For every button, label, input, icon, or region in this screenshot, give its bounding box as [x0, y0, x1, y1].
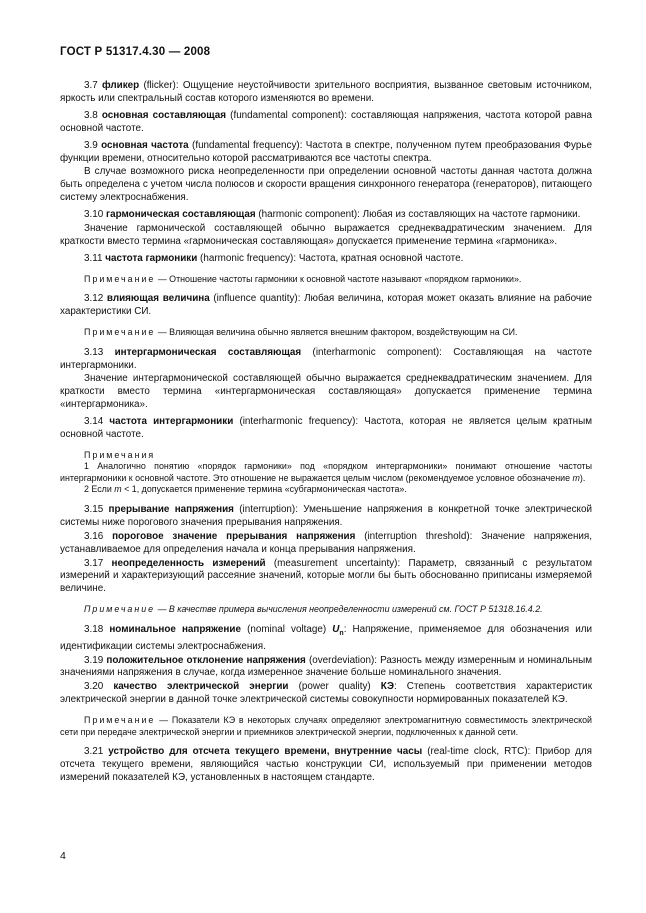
term-3-16: 3.16 пороговое значение прерывания напряжения (interruption threshold): Значение напряжения, устанавливаемое для определения начала и конца прерывания напряжения. — [60, 530, 592, 555]
term-3-10-paragraph: Значение гармонической составляющей обычно выражается среднеквадратическим значением. Для краткости вместо термина «гармоническая составляющая» допускается применение термина «гармоника». — [60, 223, 592, 247]
term-3-20: 3.20 качество электрической энергии (power quality) КЭ: Степень соответствия характеристик электрической энергии в данной точке электрической системы совокупности нормированных показателей КЭ. — [60, 681, 593, 706]
term-3-9: 3.9 основная частота (fundamental frequency): Частота в спектре, полученном путем преобразования Фурье функции времени, относительно которой рассматриваются все частоты спектра. — [60, 139, 592, 164]
notes-heading: Примечания — [84, 449, 156, 460]
term-3-19: 3.19 положительное отклонение напряжения (overdeviation): Разность между измеренным и номинальным значениями напряжения в случае, когда измеренное значение больше номинального значения. — [60, 654, 593, 679]
note-2: 2 Если m < 1, допускается применение термина «субгармоническая частота». — [84, 484, 407, 495]
term-3-7: 3.7 фликер (flicker): Ощущение неустойчивости зрительного восприятия, вызванное световым источником, яркость или спектральный состав которого изменяются во времени. — [60, 80, 592, 104]
term-3-15: 3.15 прерывание напряжения (interruption): Уменьшение напряжения в конкретной точке электрической системы ниже порогового значения прерывания напряжения. — [60, 503, 592, 528]
document-header: ГОСТ Р 51317.4.30 — 2008 — [60, 46, 211, 58]
term-3-10: 3.10 гармоническая составляющая (harmonic component): Любая из составляющих на частоте гармоники. — [84, 209, 581, 221]
term-3-17: 3.17 неопределенность измерений (measurement uncertainty): Параметр, связанный с результатом измерений и характеризующий рассеяние значений, которые могли бы быть обоснованно приписаны измеряемой величине. — [60, 557, 592, 595]
page-number: 4 — [60, 850, 66, 862]
term-3-14: 3.14 частота интергармоники (interharmonic frequency): Частота, которая не является целым кратным основной частоте. — [60, 416, 592, 441]
term-3-13-paragraph: Значение интергармонической составляющей обычно выражается среднеквадратическим значением. Для краткости вместо термина «интергармоническая составляющая» допускается применение термина «интергармоника». — [60, 373, 592, 411]
term-3-11: 3.11 частота гармоники (harmonic frequency): Частота, кратная основной частоте. — [84, 252, 464, 264]
term-3-18: 3.18 номинальное напряжение (nominal voltage) $U_n$: Напряжение, применяемое для обозначения или идентификации системы электроснабжения. — [60, 623, 593, 652]
note-1: 1 Аналогично понятию «порядок гармоники» под «порядком интергармоники» понимают отношение частоты интергармоники к основной частоте. Это отношение не выражается целым числом (рекомендуемое условное обозначение m). — [60, 461, 592, 483]
term-3-17-note: Примечание — В качестве примера вычисления неопределенности измерений см. ГОСТ Р 51318.16.4.2. — [84, 604, 543, 615]
term-3-21: 3.21 устройство для отсчета текущего времени, внутренние часы (real-time clock, RTC): Прибор для отсчета текущего времени, являющийся частью конструкции СИ, используемый при применении методов измерений показателей КЭ, установленных в настоящем стандарте. — [60, 746, 592, 783]
term-3-12: 3.12 влияющая величина (influence quantity): Любая величина, которая может оказать влияние на рабочие характеристики СИ. — [60, 293, 592, 318]
term-3-11-note: Примечание — Отношение частоты гармоники к основной частоте называют «порядком гармоники». — [84, 273, 522, 284]
term-3-12-note: Примечание — Влияющая величина обычно является внешним фактором, воздействующим на СИ. — [84, 327, 518, 338]
term-3-8: 3.8 основная составляющая (fundamental component): составляющая напряжения, частота которой равна основной частоте. — [60, 109, 592, 134]
term-3-20-note: Примечание — Показатели КЭ в некоторых случаях определяют электромагнитную совместимость электрической сети при передаче электрической энергии и приемников электрической энергии, подключенных к данной сети. — [60, 715, 593, 737]
term-3-14-notes — [60, 450, 592, 496]
term-3-9-paragraph: В случае возможного риска неопределенности при определении основной частоты данная частота должна быть определена с учетом числа полюсов и скорости вращения синхронного генератора (генераторов), питающего систему электроснабжения. — [60, 166, 592, 204]
document-body — [60, 80, 592, 789]
term-3-13: 3.13 интергармоническая составляющая (interharmonic component): Составляющая на частоте интергармоники. — [60, 346, 592, 371]
